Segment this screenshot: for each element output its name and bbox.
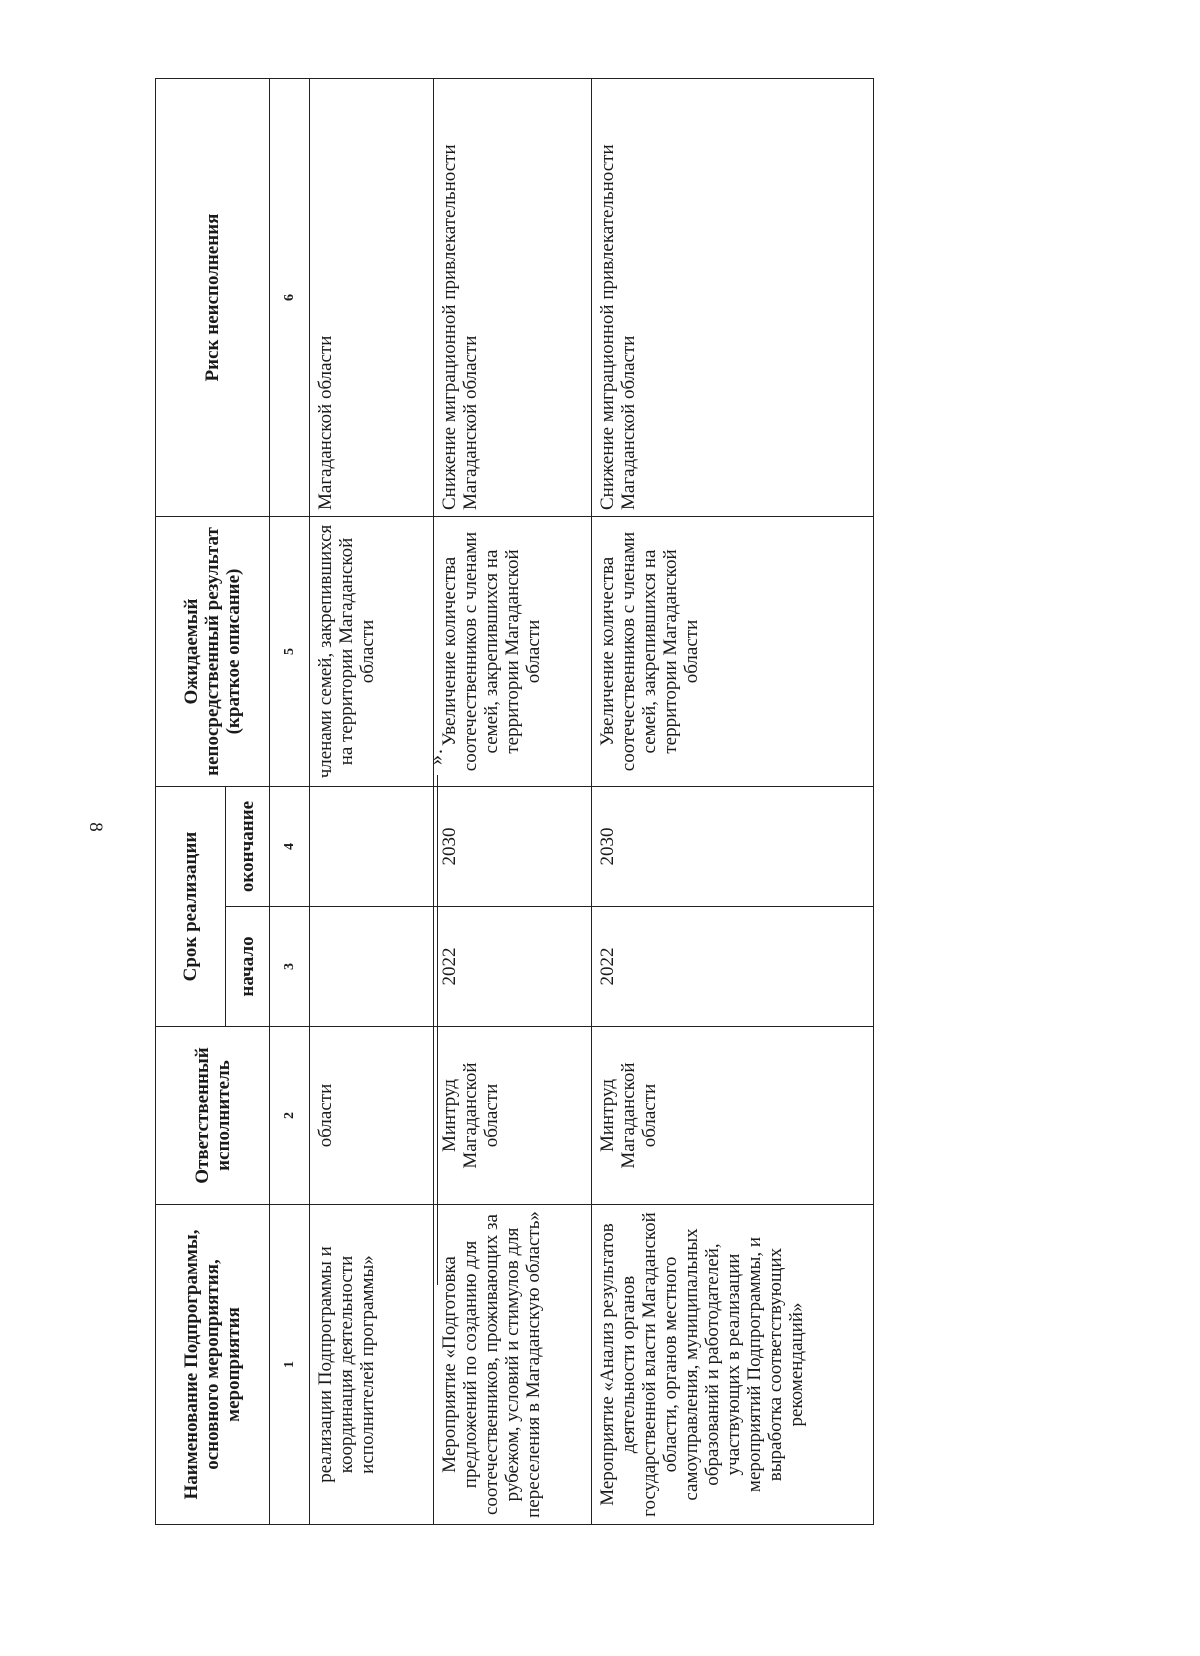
column-number: 6 — [270, 79, 310, 517]
rotated-landscape-page — [155, 79, 885, 1525]
column-number: 1 — [270, 1205, 310, 1525]
program-measures-table — [155, 78, 874, 1525]
closing-rule-line — [437, 775, 438, 1285]
measure-name: Мероприятие «Анализ результатов деятельности органов государственной власти Магаданской области, органов местного самоуправления, муниципальных образований и работодателей, участвующих в реализации мероприятий Подпрограммы, и выработка соответствующих рекомендаций» — [592, 1205, 874, 1525]
column-number: 3 — [270, 907, 310, 1027]
table-row — [434, 79, 592, 1525]
page-number: 8 — [85, 822, 106, 832]
table-row — [592, 79, 874, 1525]
table-row — [310, 79, 434, 1525]
measure-name: реализации Подпрограммы и координация деятельности исполнителей программы» — [310, 1205, 434, 1525]
header-name: Наименование Подпрограммы, основного мероприятия, мероприятия — [156, 1205, 270, 1525]
column-number: 2 — [270, 1027, 310, 1205]
header-start: начало — [226, 907, 270, 1027]
header-result: Ожидаемый непосредственный результат (краткое описание) — [156, 517, 270, 787]
measure-name: Мероприятие «Подготовка предложений по созданию для соотечественников, проживающих за рубежом, условий и стимулов для переселения в Магаданскую область» — [434, 1205, 592, 1525]
measure-risk: Снижение миграционной привлекательности Магаданской области — [592, 79, 874, 517]
column-number: 4 — [270, 787, 310, 907]
measure-result: Увеличение количества соотечественников с членами семей, закрепившихся на территории Магаданской области — [592, 517, 874, 787]
measure-risk: Магаданской области — [310, 79, 434, 517]
column-number: 5 — [270, 517, 310, 787]
column-numbers-row — [270, 79, 310, 1525]
measure-result: Увеличение количества соотечественников с членами семей, закрепившихся на территории Магаданской области — [434, 517, 592, 787]
closing-quote-mark: ». — [425, 748, 447, 765]
header-executor: Ответственный исполнитель — [156, 1027, 270, 1205]
measure-result: членами семей, закрепившихся на территории Магаданской области — [310, 517, 434, 787]
measure-end: 2030 — [592, 787, 874, 907]
measure-executor: области — [310, 1027, 434, 1205]
measure-start: 2022 — [434, 907, 592, 1027]
measure-risk: Снижение миграционной привлекательности Магаданской области — [434, 79, 592, 517]
measure-executor: Минтруд Магаданской области — [592, 1027, 874, 1205]
measure-start: 2022 — [592, 907, 874, 1027]
table-header-row — [156, 79, 226, 1525]
header-end: окончание — [226, 787, 270, 907]
header-risk: Риск неисполнения — [156, 79, 270, 517]
measure-end — [310, 787, 434, 907]
measure-start — [310, 907, 434, 1027]
header-term-group: Срок реализации — [156, 787, 226, 1027]
measure-end: 2030 — [434, 787, 592, 907]
measure-executor: Минтруд Магаданской области — [434, 1027, 592, 1205]
